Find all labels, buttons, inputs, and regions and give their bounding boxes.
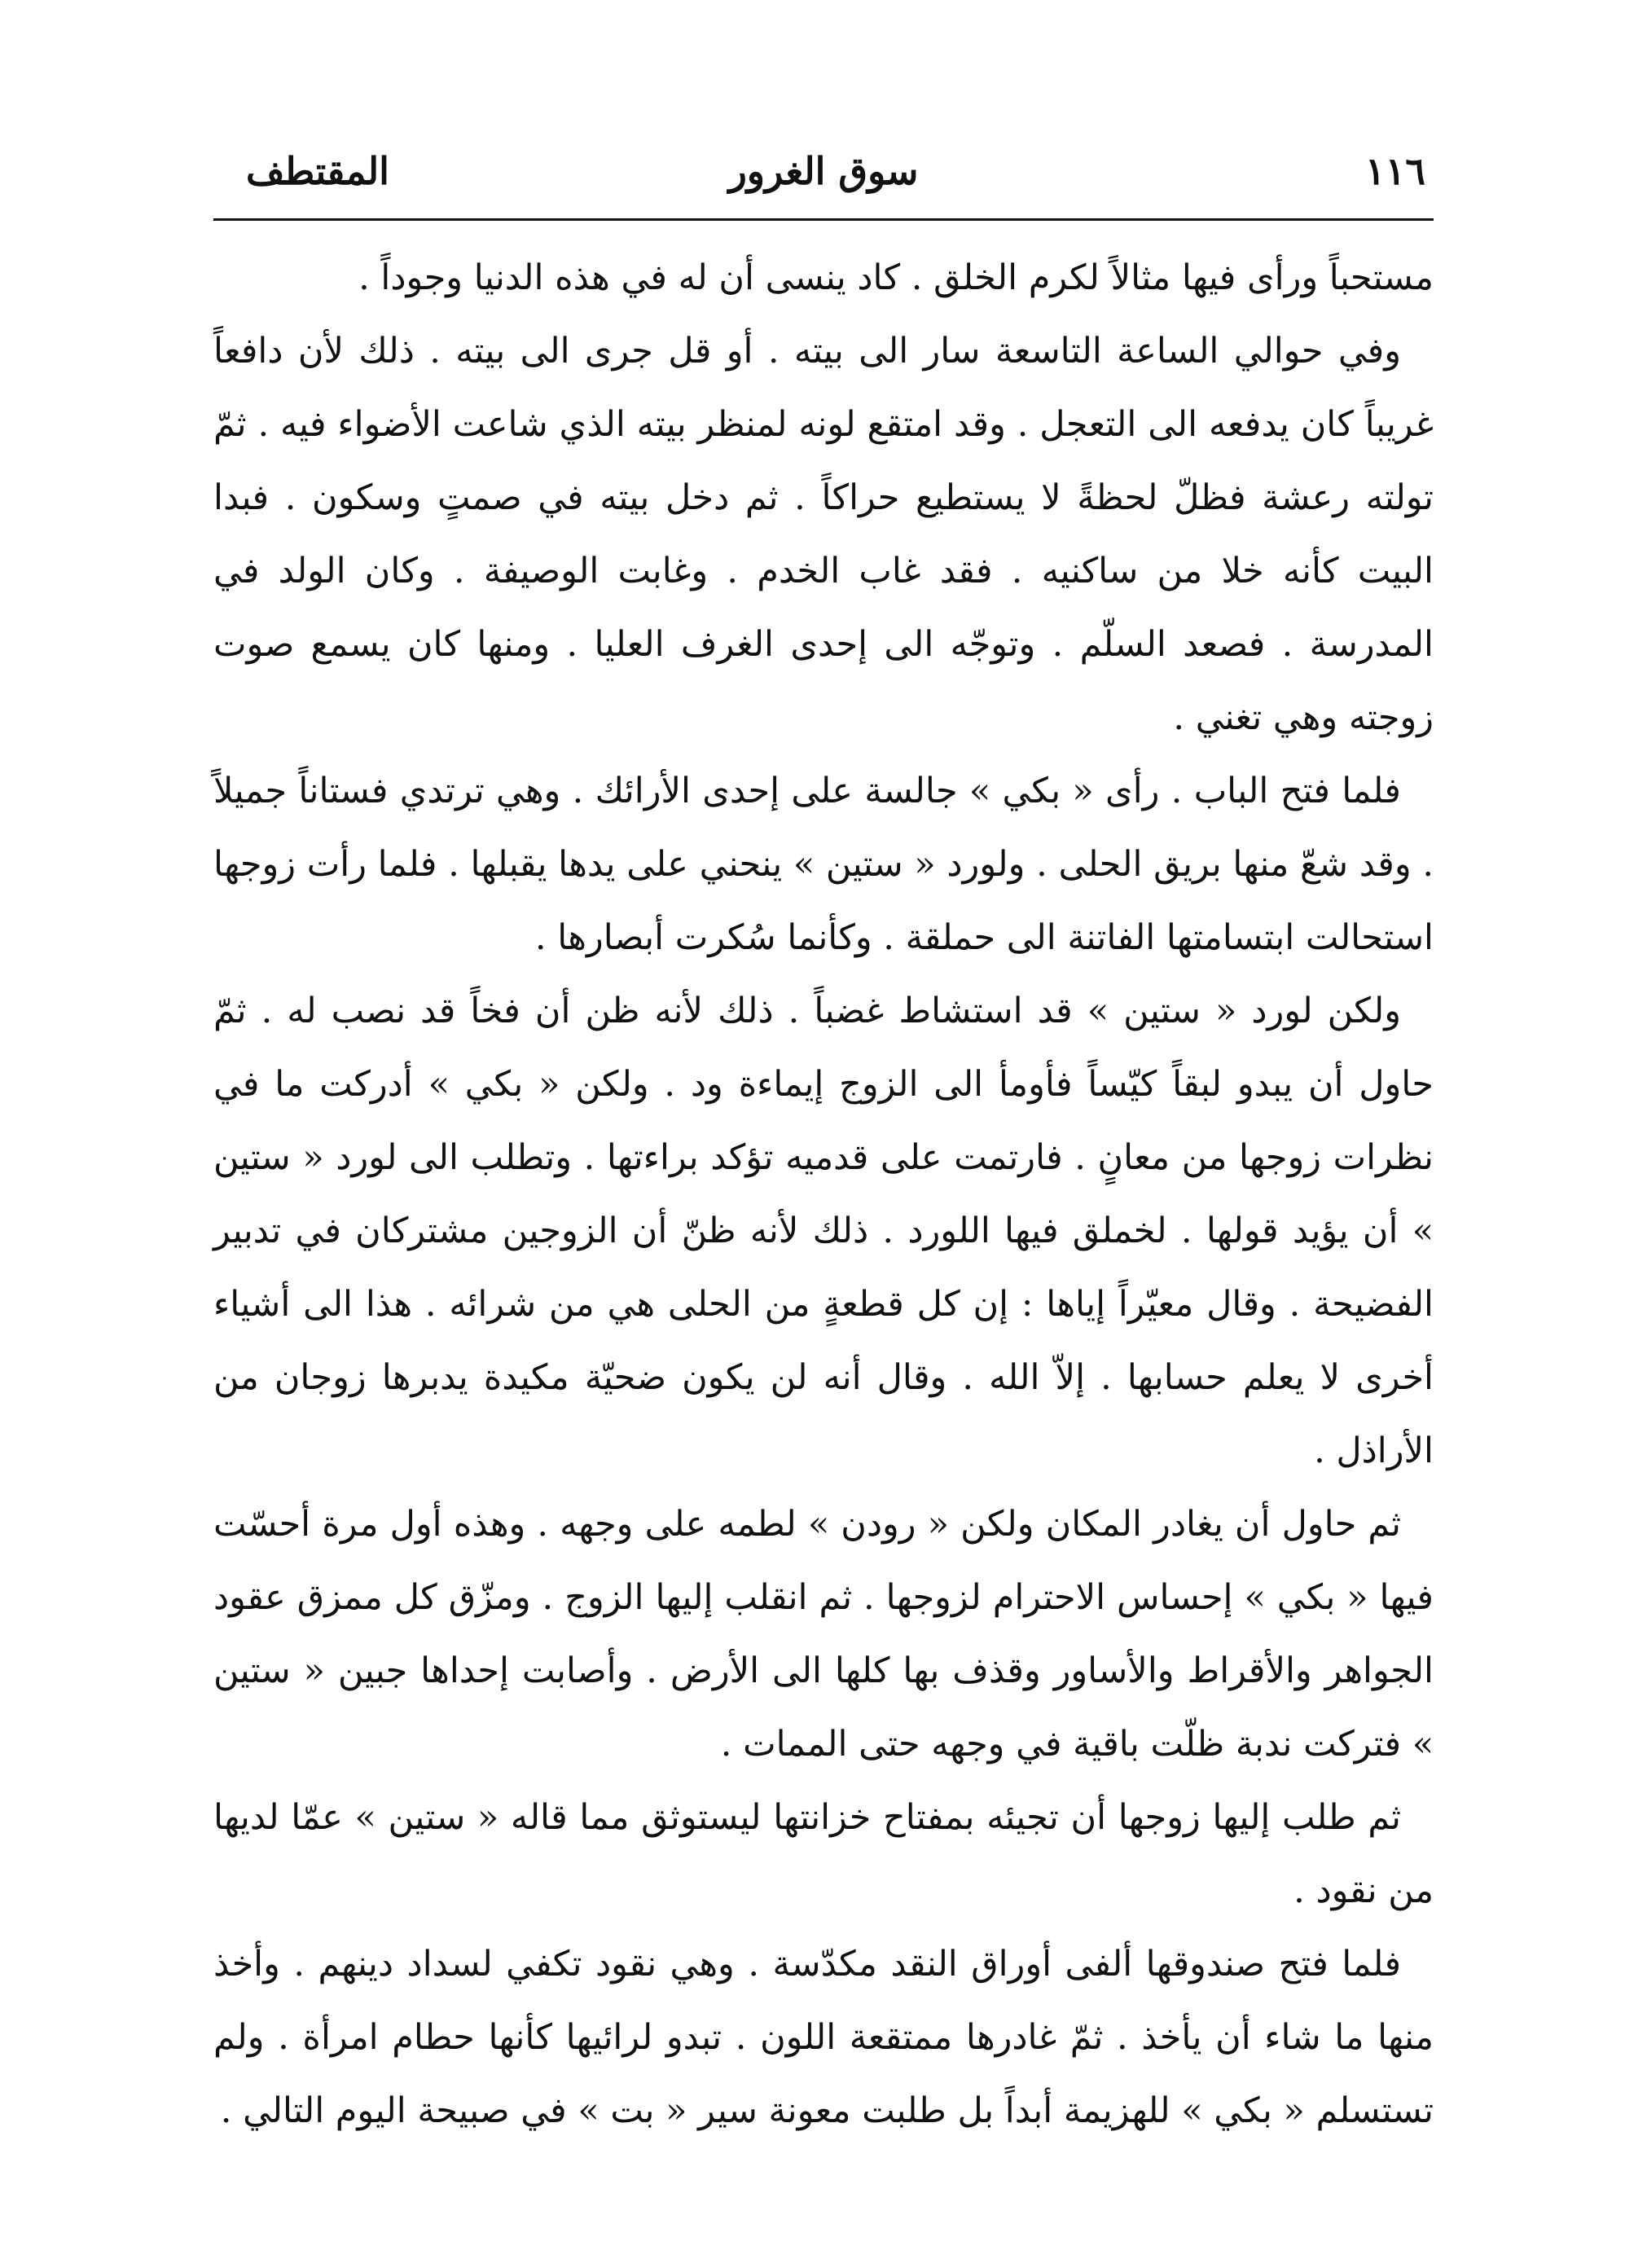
paragraph: فلما فتح صندوقها ألفى أوراق النقد مكدّسة . وهي نقود تكفي لسداد دينهم . وأخذ منها ما شاء أن يأخذ . ثمّ غادرها ممتقعة اللون . تبدو لرائيها كأنها حطام امرأة . ولم تستسلم « بكي » للهزيمة أبداً بل طلبت معونة سير « بت » في صبيحة اليوم التالي . [213,1944,1434,2131]
paragraph: ولكن لورد « ستين » قد استشاط غضباً . ذلك لأنه ظن أن فخاً قد نصب له . ثمّ حاول أن يبدو لبقاً كيّساً فأومأ الى الزوج إيماءة ود . ولكن « بكي » أدركت ما في نظرات زوجها من معانٍ . فارتمت على قدميه تؤكد براءتها . وتطلب الى لورد « ستين » أن يؤيد قولها . لخملق فيها اللورد . ذلك لأنه ظنّ أن الزوجين مشتركان في تدبير الفضيحة . وقال معيّراً إياها : إن كل قطعةٍ من الحلى هي من شرائه . هذا الى أشياء أخرى لا يعلم حسابها . إلاّ الله . وقال أنه لن يكون ضحيّة مكيدة يدبرها زوجان من الأراذل . [213,991,1434,1471]
magazine-name: المقتطف [246,149,389,193]
page-header [213,138,1434,204]
paragraph: فلما فتح الباب . رأى « بكي » جالسة على إحدى الأرائك . وهي ترتدي فستاناً جميلاً . وقد شعّ منها بريق الحلى . ولورد « ستين » ينحني على يدها يقبلها . فلما رأت زوجها استحالت ابتسامتها الفاتنة الى حملقة . وكأنما سُكرت أبصارها . [213,771,1434,958]
body-text [213,241,1434,2147]
paragraph: وفي حوالي الساعة التاسعة سار الى بيته . أو قل جرى الى بيته . ذلك لأن دافعاً غريباً كان يدفعه الى التعجل . وقد امتقع لونه لمنظر بيته الذي شاعت الأضواء فيه . ثمّ تولته رعشة فظلّ لحظةً لا يستطيع حراكاً . ثم دخل بيته في صمتٍ وسكون . فبدا البيت كأنه خلا من ساكنيه . فقد غاب الخدم . وغابت الوصيفة . وكان الولد في المدرسة . فصعد السلّم . وتوجّه الى إحدى الغرف العليا . ومنها كان يسمع صوت زوجته وهي تغني . [213,331,1434,738]
running-title: سوق الغرور [728,149,919,193]
page-number: ١١٦ [1364,149,1425,193]
paragraph: ثم حاول أن يغادر المكان ولكن « رودن » لطمه على وجهه . وهذه أول مرة أحسّت فيها « بكي » إحساس الاحترام لزوجها . ثم انقلب إليها الزوج . ومزّق كل ممزق عقود الجواهر والأقراط والأساور وقذف بها كلها الى الأرض . وأصابت إحداها جبين « ستين » فتركت ندبة ظلّت باقية في وجهه حتى الممات . [213,1504,1434,1765]
paragraph: ثم طلب إليها زوجها أن تجيئه بمفتاح خزانتها ليستوثق مما قاله « ستين » عمّا لديها من نقود . [213,1797,1434,1911]
header-rule [213,218,1434,221]
paragraph: مستحباً ورأى فيها مثالاً لكرم الخلق . كاد ينسى أن له في هذه الدنيا وجوداً . [358,257,1434,298]
